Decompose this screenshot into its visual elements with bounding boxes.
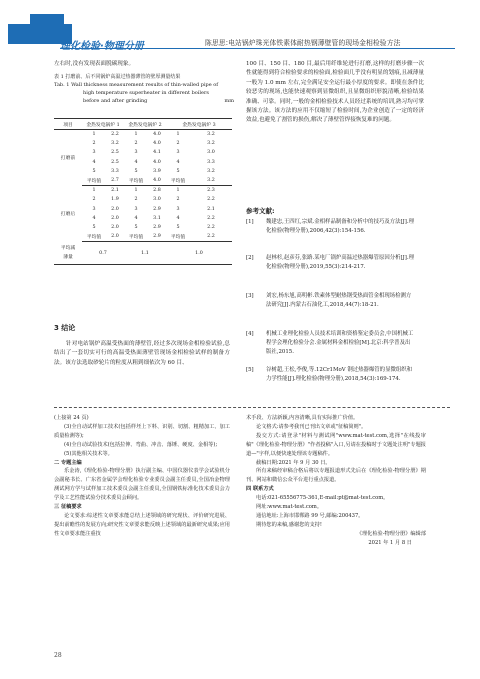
- before-cell: 2.5: [111, 150, 119, 156]
- supp-heading-4: 四 联系方式: [246, 486, 274, 493]
- reference-text: 谷树超,王松,李俊,等.12Cr1MoV 钢过热器爆管的显微组织和力学性能[J].理化检验(物理分册),2018,54(3):169-174.: [266, 367, 413, 382]
- after-avg-label: 平均值: [124, 232, 148, 242]
- before-avg-value: 2.7: [106, 176, 124, 186]
- contact-website: 网址:www.mat-test.com。: [256, 504, 323, 511]
- thin-label-cell: [54, 242, 82, 265]
- supp-right-p1: 术手段、方法新颖,内容清晰,具有实际推广价值。: [246, 415, 359, 421]
- before-avg-label: 平均值: [166, 176, 190, 186]
- after-cell: 2.1: [207, 206, 215, 212]
- after-cell: 2: [92, 197, 96, 203]
- left-intro-text: 左右时,没有发现表面脱碳现象。: [54, 61, 135, 67]
- before-cell: 1: [92, 132, 96, 138]
- before-cell: 5: [92, 168, 96, 174]
- before-cell: 1: [176, 132, 180, 138]
- table-header-boiler-3: 金热发电锅炉 3: [166, 119, 232, 130]
- reference-number: [5]: [246, 367, 254, 373]
- after-cell: 2.2: [207, 215, 215, 221]
- after-avg-value: 2.2: [190, 232, 232, 242]
- before-cell: 3.9: [153, 168, 161, 174]
- after-cell: 1.9: [111, 197, 119, 203]
- after-cell: 5: [92, 224, 96, 230]
- table-before-group: [54, 130, 232, 186]
- after-avg-label: 平均值: [82, 232, 106, 242]
- table-after-group: [54, 186, 232, 242]
- supp-editor-paragraph: 乐金涛,《理化检验-物理分册》执行副主编、中国仪器仪表学会试验机分会副秘书长、广东省金属学会理化检验专业委员会副主任委员,全国冶金物理测试网方学与试样加工技术委员会副主任委员,全国钢铁标准化技术委员会力学及工艺性能试验分技术委员会顾问。: [54, 468, 230, 502]
- before-cell: 4.0: [153, 159, 161, 165]
- before-cell: 2: [176, 141, 180, 147]
- supp-item-4: (4)全自动试验技术(包括拉伸、弯曲、冲击、落锤、硬度、金相等);: [64, 441, 218, 448]
- journal-logo-block-top: [30, 14, 64, 26]
- before-cell: 3.0: [207, 150, 215, 156]
- before-cell: 3: [176, 150, 180, 156]
- after-cell: 4: [176, 215, 180, 221]
- contact-thanks: 期待您的来稿,感谢您的支持!: [256, 521, 322, 528]
- before-avg-value: 4.0: [148, 176, 166, 186]
- after-cell: 2.0: [111, 224, 119, 230]
- supp-right-p4: 截稿日期:2021 年 9 月 30 日。: [256, 459, 331, 466]
- references-title: 参考文献:: [246, 207, 275, 215]
- before-cell: 3: [92, 150, 96, 156]
- header-rule: [60, 48, 455, 49]
- after-avg-label: 平均值: [166, 232, 190, 242]
- after-cell: 2: [176, 197, 180, 203]
- after-cell: 3.1: [153, 215, 161, 221]
- after-cell: 4: [92, 215, 96, 221]
- after-cell: 4: [134, 215, 138, 221]
- running-title: 陈思思:电站锅炉珠光体铁素体耐热钢薄壁管的现场金相检验方法: [205, 39, 401, 47]
- before-cell: 3.2: [111, 141, 119, 147]
- after-cell: 1: [92, 188, 96, 194]
- before-cell: 5: [176, 168, 180, 174]
- reference-number: [4]: [246, 331, 254, 337]
- continued-note: (上接第 24 页): [54, 415, 89, 421]
- section-title-conclusion: 3 结论: [54, 324, 76, 332]
- thin-value-3: 1.0: [166, 242, 232, 265]
- table-caption: [54, 73, 234, 105]
- conclusion-paragraph: 针对电站锅炉高温受热面的薄壁管,经过多次现场金相检验试验,总结出了一套切实可行的高温受热面薄壁管现场金相检验试样的制备方法。该方法选取砂轮片的粒度从粗到细依次为 60 目、: [54, 341, 230, 366]
- signature-date: 2021 年 1 月 8 日: [368, 539, 412, 546]
- after-cell: 3: [176, 206, 180, 212]
- before-cell: 3.2: [207, 168, 215, 174]
- section-divider: [54, 407, 450, 408]
- after-cell: 5: [134, 224, 138, 230]
- wall-thickness-table: [54, 118, 232, 265]
- before-cell: 2.5: [111, 159, 119, 165]
- after-cell: 2: [134, 197, 138, 203]
- before-cell: 3.3: [111, 168, 119, 174]
- supp-right-p3: 投交方式:请登录"材料与测试网"www.mat-test.com,选择"在线投审稿"《理化检验-物理分册》"作者投稿"入口,另请在投稿时于文题处注明"专题报道—"字样,以便快速处理该专题稿件。: [246, 432, 426, 457]
- reference-number: [2]: [246, 255, 254, 261]
- right-column-paragraph: 100 目、150 目、180 目,最后用纤维轮进行打磨,这样的打磨步骤一次性就能得到符合检验要求的检验面,检验面几乎没有明显的划痕,且减薄量一般为 1.0 mm 左右,完全满足安全运行最小厚度的要求。即使在条件比较恶劣的现场,也能快速观察到显微组织,且显微组织形貌清晰,检验结果准确、可靠。同时,一般的金相检验技术人员经过系统的培训,熟习均可掌握该方法。该方法的应用不仅缩短了检验时间,为企业创造了一定的经济效益,也避免了割管的损伤,解决了薄壁管焊接恢复难的问题。: [246, 61, 424, 124]
- signature-editorial: 《理化检验-物理分册》编辑部: [356, 530, 426, 537]
- supp-item-5: (5)其他相关技术等。: [64, 450, 113, 457]
- table-caption-cn: 表 1 打磨前、后不同锅炉高温过热器薄管的壁厚测量结果: [54, 74, 181, 80]
- journal-brand: 理化检验·物理分册: [60, 41, 144, 52]
- table-header-boiler-2: 金热发电锅炉 2: [124, 119, 166, 130]
- table-caption-en-3: before and after grinding: [83, 98, 148, 104]
- table-header-item: 项目: [54, 119, 82, 130]
- reference-number: [1]: [246, 219, 254, 225]
- reference-text: 刘宏,杨东旭,高明彬.铁素体型耐热钢受热面管金相现场检测方法研究[J].内蒙古石油化工,2018,44(7):18-21.: [266, 293, 412, 308]
- after-cell: 1: [176, 188, 180, 194]
- before-cell: 4: [134, 159, 138, 165]
- before-avg-label: 平均值: [124, 176, 148, 186]
- supp-requirements-paragraph: 论文要求:综述性文章要求能总结上述领域的研究现状、评价研究进展、提出前瞻性的发展方向;研究性文章要求能反映上述领域的最新研究成果;应用性文章要求能注重技: [54, 512, 230, 537]
- after-group-label: 打磨后: [60, 212, 76, 218]
- before-cell: 2: [134, 141, 138, 147]
- references-list: [246, 218, 426, 403]
- before-cell: 3: [134, 150, 138, 156]
- table-caption-en-2: high temperature superheater in different boilers: [83, 90, 209, 96]
- after-cell: 5: [176, 224, 180, 230]
- after-cell: 2.2: [207, 197, 215, 203]
- supp-right-p5: 所有来稿经审稿合格后将以专题报道形式先后在《理化检验-物理分册》期刊、网站和微信公众平台进行重点报道。: [246, 468, 426, 484]
- after-avg-value: 2.9: [148, 232, 166, 242]
- before-cell: 5: [134, 168, 138, 174]
- reference-text: 机械工业理化检验人员技术培训和资格鉴定委员会,中国机械工程学会理化检验分会.金属材料金相检验[M].北京:科学普及出版社,2015.: [266, 331, 414, 355]
- after-cell: 2.0: [111, 206, 119, 212]
- after-cell: 2.9: [153, 224, 161, 230]
- supp-item-3: (3)全自动试样加工技术(包括样坯上下料、识别、切割、粗精加工、加工质量检测等);: [54, 423, 230, 439]
- before-cell: 3.2: [207, 132, 215, 138]
- before-cell: 4.0: [153, 132, 161, 138]
- thin-value-2: 1.1: [124, 242, 166, 265]
- contact-address: 通信地址:上海市邯郸路 99 号,邮编:200437。: [256, 512, 364, 519]
- reference-number: [3]: [246, 293, 254, 299]
- after-cell: 2.8: [153, 188, 161, 194]
- after-cell: 3.0: [153, 197, 161, 203]
- before-cell: 1: [134, 132, 138, 138]
- before-cell: 4.0: [153, 141, 161, 147]
- thin-label-1: 平均减: [60, 245, 76, 251]
- thin-value-1: 0.7: [82, 242, 124, 265]
- thin-label-2: 薄量: [63, 254, 73, 260]
- before-group-label: 打磨前: [60, 156, 76, 162]
- supp-heading-2: 二 专题主编: [54, 459, 82, 466]
- before-cell: 2: [92, 141, 96, 147]
- page-number: 28: [54, 652, 62, 659]
- contact-phone: 电话:021-65556775-361,E-mail:pt@mat-test.com。: [256, 495, 389, 502]
- table-row: [54, 186, 232, 196]
- reference-text: 赵林杉,赵彦芬,张路.某电厂锅炉高温过热器爆管原因分析[J].理化检验(物理分册),2019,55(3):214-217.: [266, 255, 414, 270]
- before-cell: 4: [176, 159, 180, 165]
- before-cell: 3.3: [207, 159, 215, 165]
- after-cell: 3: [92, 206, 96, 212]
- after-cell: 2.1: [111, 188, 119, 194]
- supplement-right: [246, 414, 426, 548]
- supplement-left: [54, 414, 230, 539]
- before-cell: 2.2: [111, 132, 119, 138]
- before-cell: 3.2: [207, 141, 215, 147]
- after-cell: 1: [134, 188, 138, 194]
- supp-right-p2: 论文格式:请参考我刊已刊出文章或"征稿简则"。: [256, 423, 367, 430]
- table-unit: mm: [224, 98, 234, 104]
- after-cell: 2.9: [153, 206, 161, 212]
- reference-text: 魏建忠,王四红,宗斌.金相样品制备和分析中的技巧及方法[J].理化检验(物理分册),2006,42(3):154-156.: [266, 219, 414, 234]
- after-avg-value: 2.0: [106, 232, 124, 242]
- table-caption-en-1: Tab. 1 Wall thickness measurement results of thin-walled pipe of: [54, 82, 219, 88]
- after-cell: 2.2: [207, 224, 215, 230]
- after-cell: 3: [134, 206, 138, 212]
- before-avg-label: 平均值: [82, 176, 106, 186]
- table-row: [54, 130, 232, 140]
- before-cell: 4: [92, 159, 96, 165]
- supp-heading-3: 三 征稿要求: [54, 504, 82, 511]
- after-cell: 2.3: [207, 188, 215, 194]
- before-cell: 4.1: [153, 150, 161, 156]
- after-cell: 2.0: [111, 215, 119, 221]
- before-avg-value: 3.2: [190, 176, 232, 186]
- table-header-boiler-1: 金热发电锅炉 1: [82, 119, 124, 130]
